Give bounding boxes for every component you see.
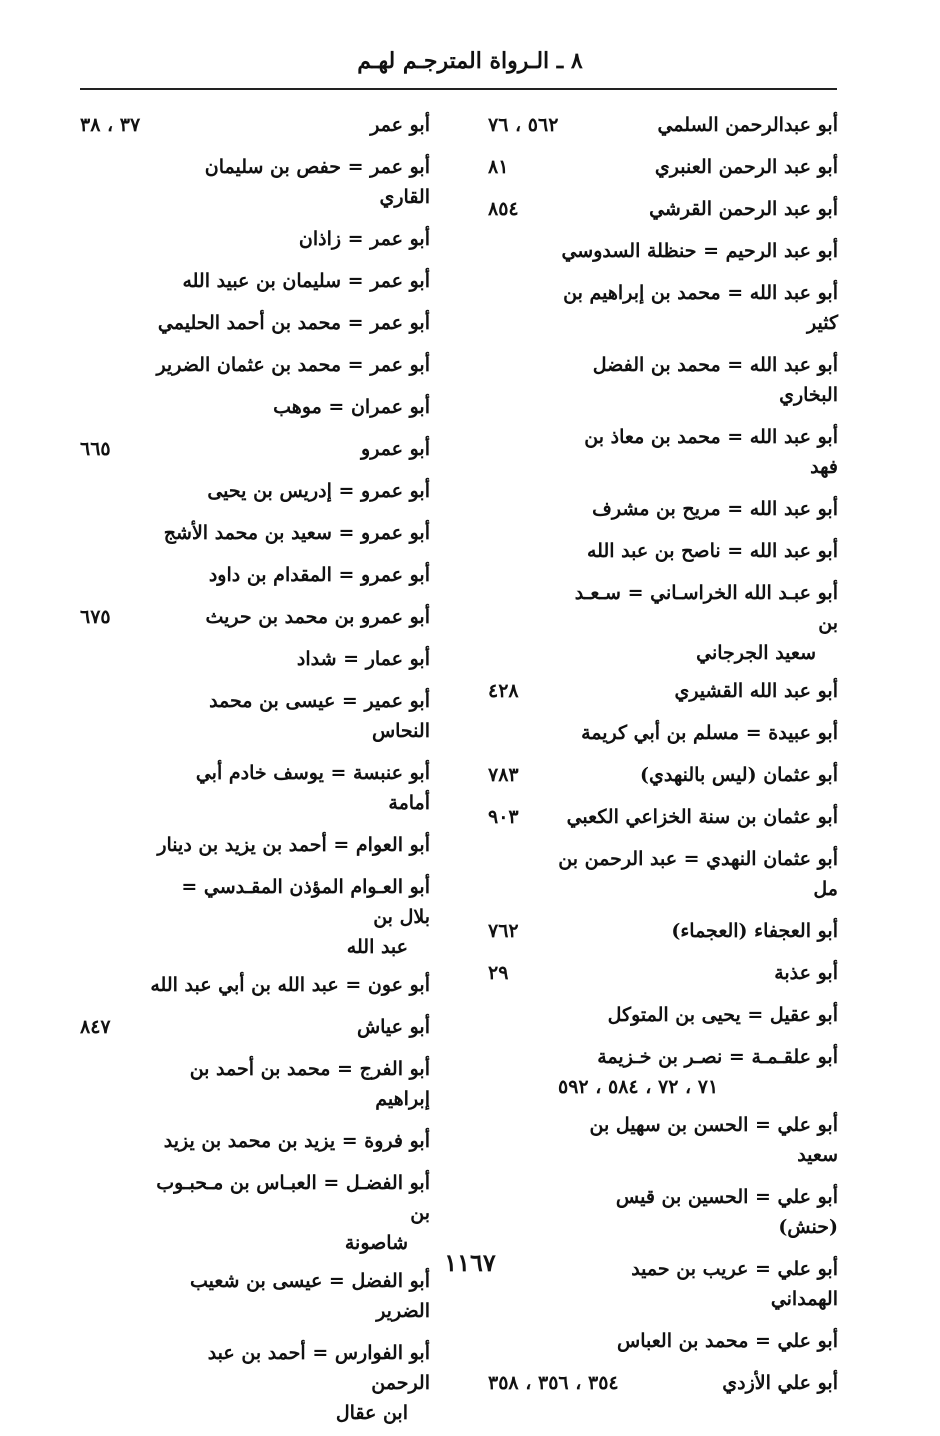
index-entry (80, 392, 430, 422)
index-entry (488, 536, 838, 566)
entry-name: أبو عمير = عيسى بن محمد النحاس (209, 690, 430, 742)
index-entry (488, 916, 838, 946)
entry-continuation: ابن عقال (335, 1402, 408, 1424)
index-entry (80, 152, 430, 212)
entry-pages: ٣٧ ، ٣٨ (80, 114, 141, 136)
index-entry (80, 686, 430, 746)
entry-name: أبو الفضـل = العبـاس بن مـحبـوب بن (156, 1172, 430, 1224)
entry-name: أبو عبد الله = محمد بن معاذ بن فهد (584, 426, 838, 478)
entry-pages: ٥٦٢ ، ٧٦ (488, 114, 559, 136)
entry-name: أبو الفوارس = أحمد بن عبد الرحمن (207, 1342, 430, 1394)
index-entry (488, 718, 838, 748)
entry-continuation: سعيد الجرجاني (696, 642, 816, 664)
index-entry (80, 872, 430, 962)
entry-pages: ٦٦٥ (80, 438, 111, 460)
entry-name: أبو عمر (370, 114, 430, 136)
index-entry (488, 802, 838, 832)
entry-name: أبو عمرو = سعيد بن محمد الأشج (163, 522, 430, 544)
entry-name: أبو عمر = محمد بن عثمان الضرير (156, 354, 430, 376)
entry-pages: ٩٠٣ (488, 806, 519, 828)
entry-name: أبو عمار = شداد (296, 648, 430, 670)
index-entry (80, 434, 430, 464)
entry-pages: ٦٧٥ (80, 606, 111, 628)
index-entry (80, 560, 430, 590)
entry-name: أبو عمران = موهب (273, 396, 430, 418)
entry-pages: ٧١ ، ٧٢ ، ٥٨٤ ، ٥٩٢ (558, 1076, 719, 1098)
index-entry (488, 676, 838, 706)
entry-name: أبو عبد الرحيم = حنظلة السدوسي (561, 240, 838, 262)
index-entry (488, 760, 838, 790)
entry-pages: ٤٢٨ (488, 680, 519, 702)
index-entry (488, 958, 838, 988)
index-entry (488, 350, 838, 410)
entry-name: أبو فروة = يزيد بن محمد بن يزيد (163, 1130, 430, 1152)
index-entry (488, 1368, 838, 1398)
index-entry (80, 1054, 430, 1114)
entry-pages: ٧٨٣ (488, 764, 519, 786)
index-entry (80, 602, 430, 632)
entry-name: أبو عبيدة = مسلم بن أبي كريمة (581, 722, 838, 744)
entry-name: أبو عبد الله = ناصح بن عبد الله (586, 540, 838, 562)
entry-name: أبو عثمان (ليس بالنهدي) (640, 764, 838, 786)
entry-name: أبو عمر = حفص بن سليمان القاري (204, 156, 430, 208)
index-entry (488, 236, 838, 266)
index-entry (488, 1326, 838, 1356)
entry-pages: ٨٤٧ (80, 1016, 111, 1038)
index-entry (488, 1042, 838, 1102)
entry-name: أبو عذبة (774, 962, 838, 984)
index-entry (80, 224, 430, 254)
entry-name: أبو عمرو بن محمد بن حريث (205, 606, 430, 628)
index-entry (488, 1000, 838, 1030)
index-entry (488, 422, 838, 482)
index-entry (80, 644, 430, 674)
entry-name: أبو عبد الله القشيري (674, 680, 838, 702)
index-entry (488, 1182, 838, 1242)
entry-name: أبو علي = محمد بن العباس (617, 1330, 838, 1352)
entry-name: أبو عمر = زاذان (298, 228, 430, 250)
entry-name: أبو عثمان بن سنة الخزاعي الكعبي (566, 806, 838, 828)
index-entry (80, 350, 430, 380)
entry-name: أبو علي = الحسين بن قيس (حنش) (615, 1186, 838, 1238)
running-header: ٨ ـ الـرواة المترجـم لهـم (357, 48, 583, 74)
index-entry (488, 578, 838, 668)
index-entry (80, 970, 430, 1000)
header-rule (80, 88, 837, 90)
entry-continuation: عبد الله (346, 936, 408, 958)
index-entry (80, 518, 430, 548)
entry-name: أبو العجفاء (العجماء) (671, 920, 838, 942)
index-entry (80, 1168, 430, 1258)
index-entry (488, 194, 838, 224)
entry-name: أبو عبد الله = محمد بن الفضل البخاري (592, 354, 838, 406)
entry-name: أبو عبـد الله الخراسـاني = سـعـد بن (574, 582, 838, 634)
index-entry (80, 1338, 430, 1428)
entry-pages: ٢٩ (488, 962, 509, 984)
entry-name: أبو علي الأزدي (722, 1372, 838, 1394)
entry-name: أبو عمر = محمد بن أحمد الحليمي (157, 312, 430, 334)
entry-pages: ٨١ (488, 156, 509, 178)
index-entry (80, 1012, 430, 1042)
index-entry (488, 152, 838, 182)
index-column-right (488, 110, 838, 1410)
index-entry (80, 476, 430, 506)
entry-name: أبو عثمان النهدي = عبد الرحمن بن مل (558, 848, 838, 900)
index-entry (488, 1110, 838, 1170)
index-entry (80, 758, 430, 818)
entry-name: أبو عقيل = يحيى بن المتوكل (607, 1004, 838, 1026)
index-entry (80, 308, 430, 338)
entry-name: أبو عبد الرحمن العنبري (654, 156, 838, 178)
entry-pages: ٣٥٤ ، ٣٥٦ ، ٣٥٨ (488, 1372, 619, 1394)
page-number: ١١٦٧ (444, 1248, 496, 1277)
entry-name: أبو عمرو = إدريس بن يحيى (207, 480, 430, 502)
entry-pages: ٧٦٢ (488, 920, 519, 942)
entry-name: أبو عبد الله = مريح بن مشرف (592, 498, 838, 520)
entry-name: أبو عبدالرحمن السلمي (657, 114, 838, 136)
index-entry (488, 278, 838, 338)
entry-name: أبو عبد الله = محمد بن إبراهيم بن كثير (563, 282, 838, 334)
entry-pages: ٨٥٤ (488, 198, 519, 220)
entry-name: أبو عمرو (361, 438, 430, 460)
index-entry (80, 1126, 430, 1156)
index-column-left (80, 110, 430, 1436)
entry-name: أبو عون = عبد الله بن أبي عبد الله (150, 974, 430, 996)
entry-name: أبو علي = عريب بن حميد الهمداني (631, 1258, 838, 1310)
entry-name: أبو علقـمـة = نصـر بن خـزيمة (597, 1046, 838, 1068)
index-entry (488, 844, 838, 904)
entry-name: أبو العـوام المؤذن المقـدسي = بلال بن (181, 876, 430, 928)
index-entry (488, 494, 838, 524)
entry-name: أبو عنبسة = يوسف خادم أبي أمامة (195, 762, 430, 814)
index-entry (488, 110, 838, 140)
entry-name: أبو عمر = سليمان بن عبيد الله (182, 270, 430, 292)
entry-name: أبو عمرو = المقدام بن داود (208, 564, 430, 586)
entry-name: أبو عبد الرحمن القرشي (649, 198, 838, 220)
index-entry (80, 830, 430, 860)
entry-name: أبو الفرج = محمد بن أحمد بن إبراهيم (189, 1058, 430, 1110)
index-entry (80, 110, 430, 140)
entry-name: أبو عياش (356, 1016, 430, 1038)
index-entry (80, 266, 430, 296)
entry-continuation: شاصونة (344, 1232, 408, 1254)
entry-name: أبو العوام = أحمد بن يزيد بن دينار (157, 834, 430, 856)
entry-name: أبو الفضل = عيسى بن شعيب الضرير (189, 1270, 430, 1322)
entry-name: أبو علي = الحسن بن سهيل بن سعيد (589, 1114, 838, 1166)
